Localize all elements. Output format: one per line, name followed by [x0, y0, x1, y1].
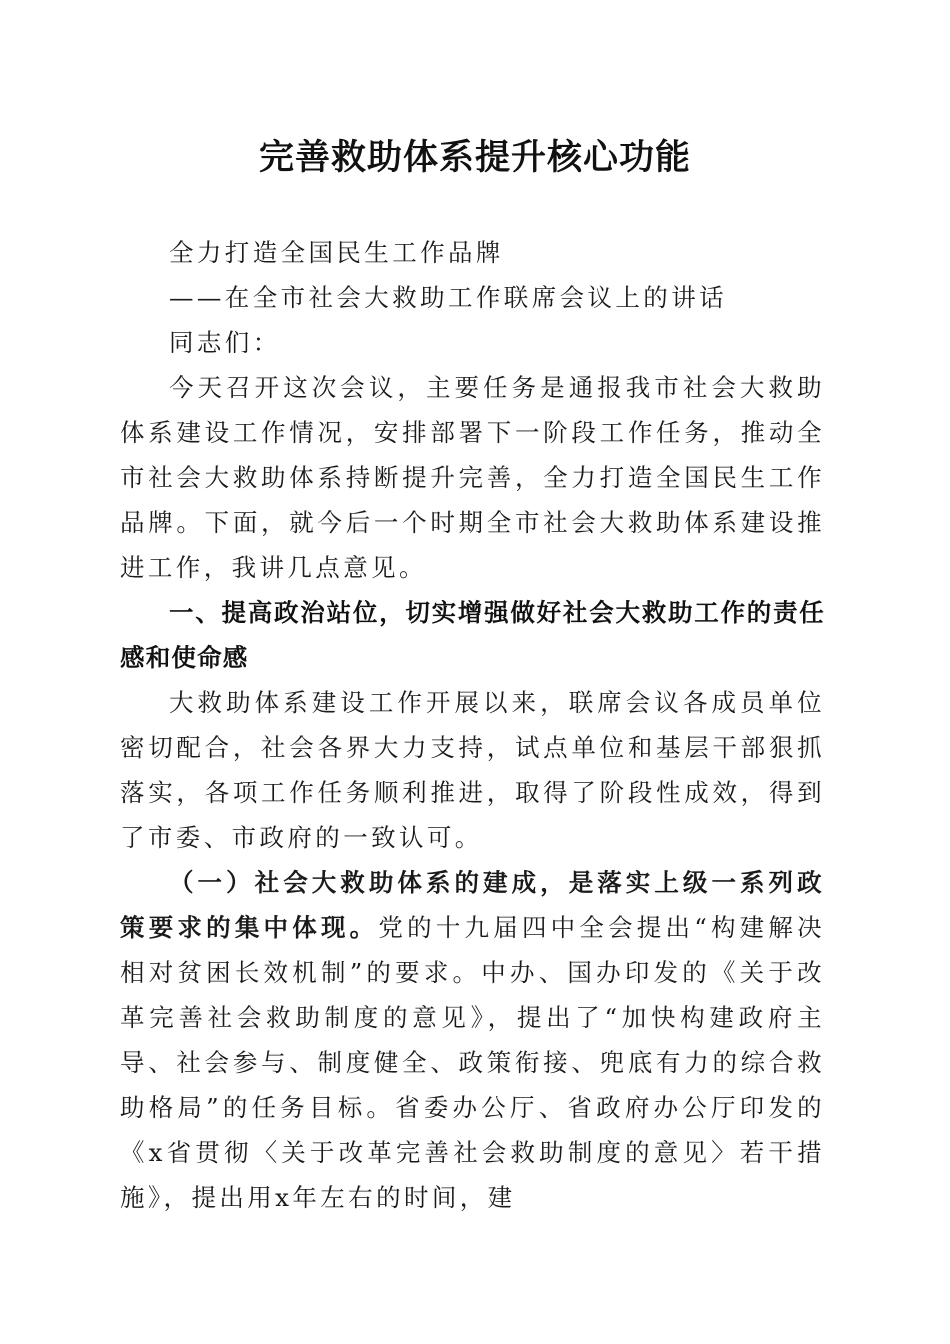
- subtitle: 全力打造全国民生工作品牌: [169, 238, 504, 267]
- item-1-text: 党的十九届四中全会提出“构建解决相对贫困长效机制”的要求。中办、国办印发的《关于改革完善社会救助制度的意见》，提出了“加快构建政府主导、社会参与、制度健全、政策衔接、兜底有力的综合救助格局”的任务目标。省委办公厅、省政府办公厅印发的《x省贯彻〈关于改革完善社会救助制度的意见〉若干措施》，提出用x年左右的时间，建: [120, 913, 825, 1212]
- item-1-lead: （一）社会大救助体系的建成，是落实上级一系列政策要求的集中体现。: [120, 868, 825, 942]
- salutation: 同志们：: [169, 328, 281, 357]
- document-title: 完善救助体系提升核心功能: [258, 137, 691, 178]
- intro-paragraph: 今天召开这次会议，主要任务是通报我市社会大救助体系建设工作情况，安排部署下一阶段工作任务，推动全市社会大救助体系持断提升完善，全力打造全国民生工作品牌。下面，就今后一个时期全市社会大救助体系建设推进工作，我讲几点意见。: [120, 373, 825, 582]
- item-1-paragraph: [120, 860, 825, 1220]
- occasion-line: ——在全市社会大救助工作联席会议上的讲话: [169, 283, 727, 312]
- section-1-heading: 一、提高政治站位，切实增强做好社会大救助工作的责任感和使命感: [120, 598, 825, 672]
- document-body: [120, 230, 825, 1220]
- section-1-paragraph: 大救助体系建设工作开展以来，联席会议各成员单位密切配合，社会各界大力支持，试点单位和基层干部狠抓落实，各项工作任务顺利推进，取得了阶段性成效，得到了市委、市政府的一致认可。: [120, 688, 825, 852]
